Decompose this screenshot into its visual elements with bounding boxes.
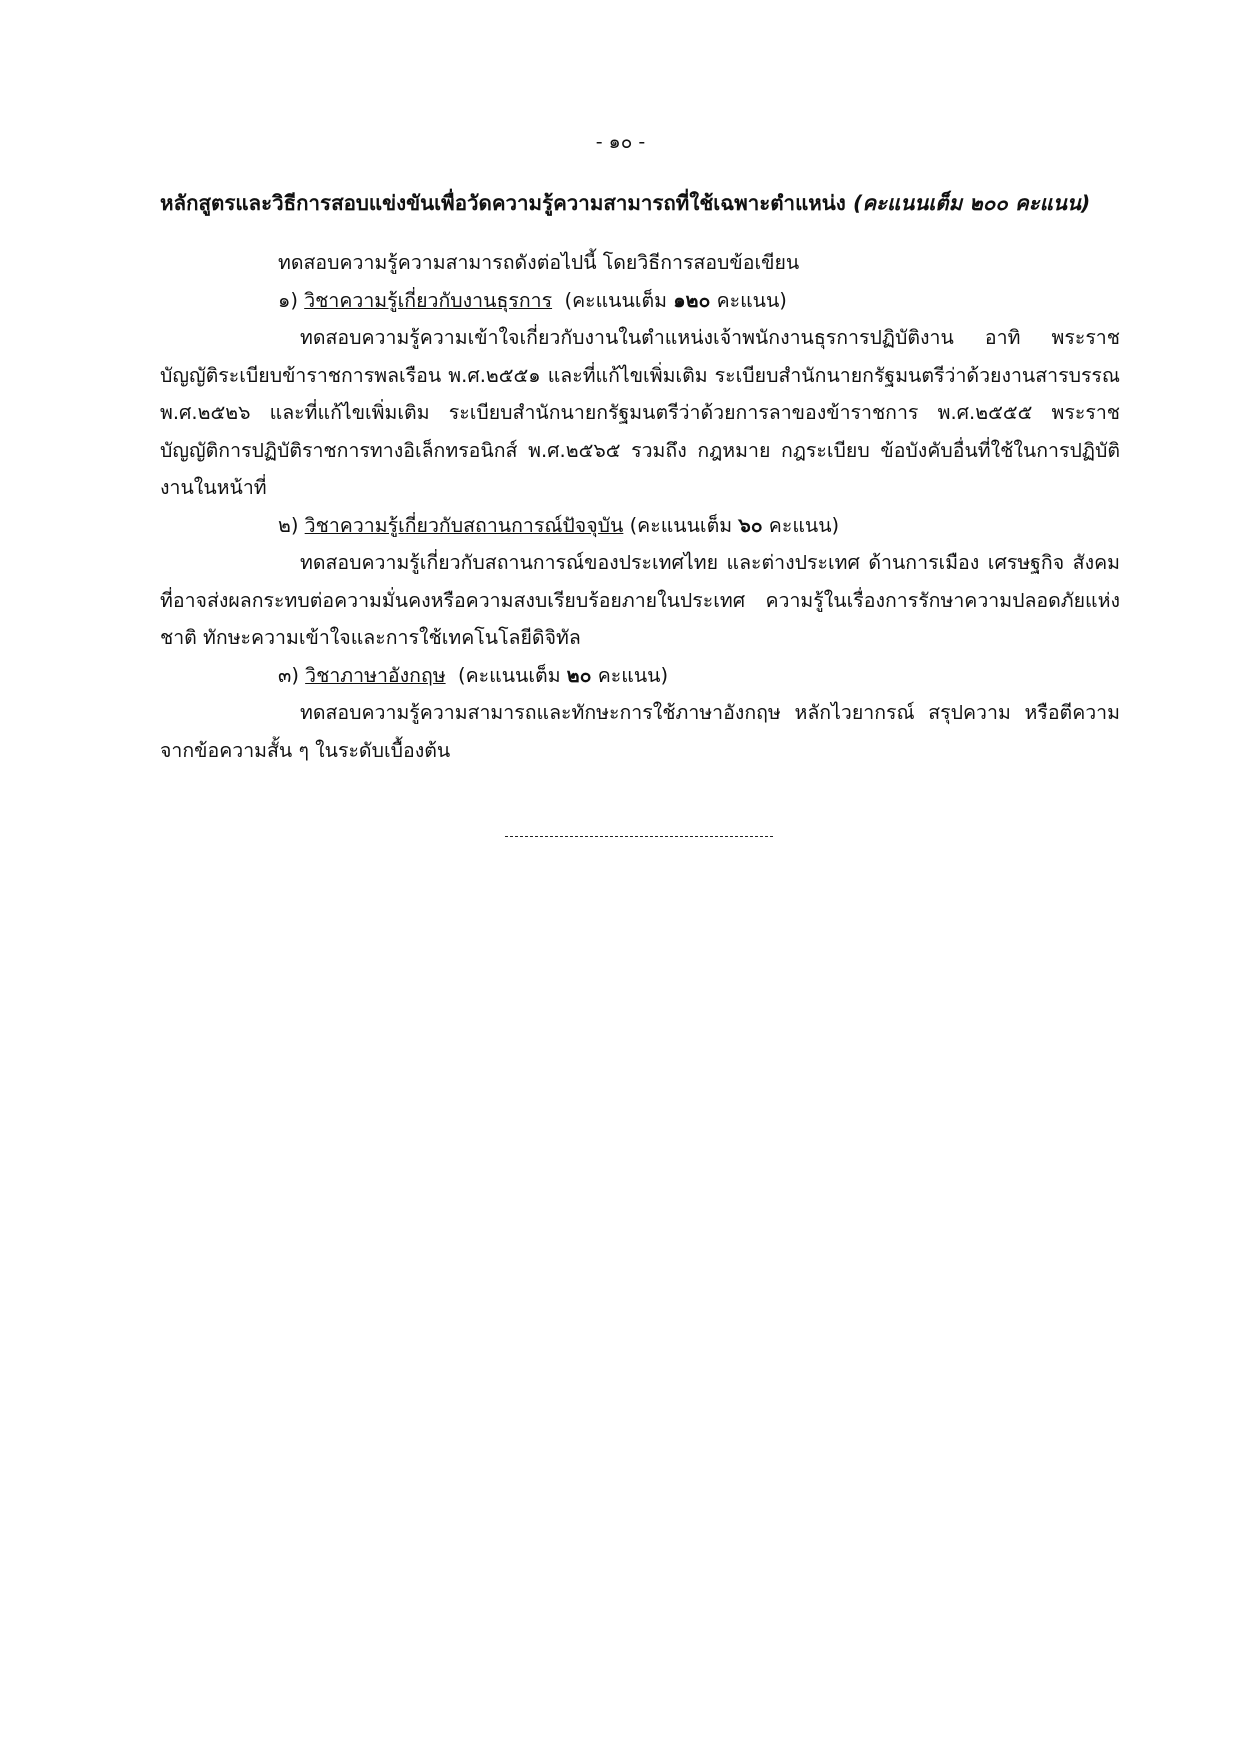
- score-value: ๖๐: [738, 513, 763, 537]
- section-heading: [160, 186, 1120, 220]
- subject-name: วิชาภาษาอังกฤษ: [305, 663, 446, 687]
- subject-description-1: ทดสอบความรู้ความเข้าใจเกี่ยวกับงานในตำแหน่งเจ้าพนักงานธุรการปฏิบัติงาน อาทิ พระราชบัญญัติระเบียบข้าราชการพลเรือน พ.ศ.๒๕๕๑ และที่แก้ไขเพิ่มเติม ระเบียบสำนักนายกรัฐมนตรีว่าด้วยงานสารบรรณ พ.ศ.๒๕๒๖ และที่แก้ไขเพิ่มเติม ระเบียบสำนักนายกรัฐมนตรีว่าด้วยการลาของข้าราชการ พ.ศ.๒๕๕๕ พระราชบัญญัติการปฏิบัติราชการทางอิเล็กทรอนิกส์ พ.ศ.๒๕๖๕ รวมถึง กฎหมาย กฎระเบียบ ข้อบังคับอื่นที่ใช้ในการปฏิบัติงานในหน้าที่: [160, 326, 1120, 499]
- score-prefix: (คะแนนเต็ม: [629, 513, 733, 537]
- score-prefix: (คะแนนเต็ม: [564, 288, 668, 312]
- score-suffix: คะแนน): [768, 513, 840, 537]
- heading-text: หลักสูตรและวิธีการสอบแข่งขันเพื่อวัดความรู้ความสามารถที่ใช้เฉพาะตำแหน่ง: [160, 191, 846, 215]
- score-prefix: (คะแนนเต็ม: [458, 663, 561, 687]
- document-body: [160, 244, 1120, 769]
- score-suffix: คะแนน): [597, 663, 669, 687]
- subject-heading-1: [160, 282, 1120, 320]
- score-suffix: คะแนน): [716, 288, 787, 312]
- subject-heading-2: [160, 507, 1120, 545]
- end-divider: [505, 836, 773, 837]
- score-value: ๑๒๐: [673, 288, 711, 312]
- subject-name: วิชาความรู้เกี่ยวกับงานธุรการ: [304, 288, 553, 312]
- heading-score-note: (คะแนนเต็ม ๒๐๐ คะแนน): [852, 191, 1091, 215]
- subject-number: ๑): [278, 288, 298, 312]
- subject-name: วิชาความรู้เกี่ยวกับสถานการณ์ปัจจุบัน: [304, 513, 624, 537]
- intro-paragraph: ทดสอบความรู้ความสามารถดังต่อไปนี้ โดยวิธีการสอบข้อเขียน: [278, 251, 800, 274]
- subject-description-2: ทดสอบความรู้เกี่ยวกับสถานการณ์ของประเทศไทย และต่างประเทศ ด้านการเมือง เศรษฐกิจ สังคม ที่อาจส่งผลกระทบต่อความมั่นคงหรือความสงบเรียบร้อยภายในประเทศ ความรู้ในเรื่องการรักษาความปลอดภัยแห่งชาติ ทักษะความเข้าใจและการใช้เทคโนโลยีดิจิทัล: [160, 551, 1120, 649]
- score-value: ๒๐: [566, 663, 592, 687]
- page-number: - ๑๐ -: [595, 131, 646, 153]
- subject-description-3: ทดสอบความรู้ความสามารถและทักษะการใช้ภาษาอังกฤษ หลักไวยากรณ์ สรุปความ หรือตีความจากข้อความสั้น ๆ ในระดับเบื้องต้น: [160, 701, 1120, 762]
- subject-heading-3: [160, 657, 1120, 695]
- subject-number: ๓): [278, 663, 299, 687]
- subject-number: ๒): [278, 513, 299, 537]
